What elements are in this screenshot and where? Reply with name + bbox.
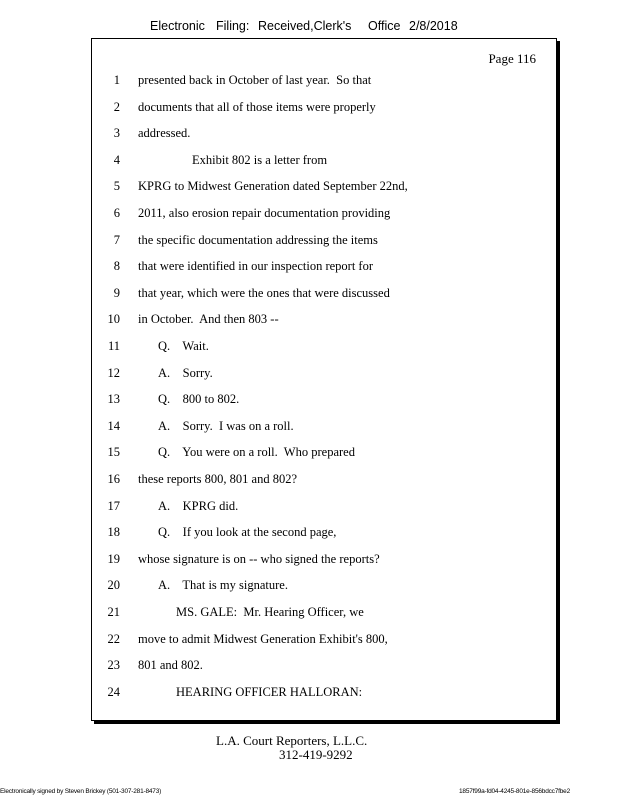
- line-text: presented back in October of last year. So that: [138, 73, 372, 87]
- line-text: Q. If you look at the second page,: [158, 525, 337, 540]
- line-number: 22: [107, 631, 120, 646]
- line-text: addressed.: [138, 126, 191, 141]
- transcript-line: [92, 445, 556, 472]
- line-text: documents that all of those items were properly: [138, 99, 376, 114]
- line-number: 8: [113, 259, 120, 274]
- transcript-line: [92, 552, 556, 579]
- line-number: 13: [107, 392, 120, 407]
- line-number: 3: [113, 126, 120, 141]
- line-number: 18: [107, 525, 120, 540]
- transcript-line: [92, 578, 556, 605]
- transcript-page: [91, 38, 557, 721]
- filing-header: [150, 19, 458, 33]
- line-text: Q. 800 to 802.: [158, 392, 240, 407]
- filing-header-received: Received,Clerk's: [258, 19, 352, 33]
- line-text: Q. Wait.: [158, 339, 209, 353]
- transcript-line: [92, 126, 556, 153]
- transcript-line: [92, 525, 556, 552]
- line-text: these reports 800, 801 and 802?: [138, 472, 297, 486]
- line-text: A. KPRG did.: [158, 498, 239, 513]
- line-number: 16: [107, 472, 120, 486]
- filing-header-office: Office: [368, 19, 401, 33]
- line-text: A. Sorry.: [158, 365, 213, 380]
- line-number: 10: [107, 312, 120, 327]
- line-text: MS. GALE: Mr. Hearing Officer, we: [176, 605, 364, 619]
- line-text: 801 and 802.: [138, 658, 203, 673]
- line-text: 2011, also erosion repair documentation providing: [138, 206, 391, 220]
- line-text: move to admit Midwest Generation Exhibit's 800,: [138, 631, 388, 646]
- transcript-line: [92, 658, 556, 685]
- transcript-line: [92, 339, 556, 366]
- line-number: 24: [107, 684, 120, 699]
- filing-header-date: 2/8/2018: [409, 19, 458, 33]
- transcript-line: [92, 233, 556, 260]
- footer-company: L.A. Court Reporters, L.L.C.: [216, 733, 368, 748]
- line-number: 1: [113, 73, 120, 87]
- line-text: that were identified in our inspection report for: [138, 259, 373, 274]
- line-number: 4: [113, 152, 120, 167]
- line-text: the specific documentation addressing the items: [138, 232, 378, 247]
- line-number: 11: [107, 339, 120, 353]
- transcript-line: [92, 605, 556, 632]
- transcript-line: [92, 73, 556, 100]
- transcript-line: [92, 685, 556, 712]
- line-number: 15: [107, 445, 120, 460]
- line-number: 5: [113, 179, 120, 194]
- line-number: 20: [107, 578, 120, 593]
- line-text: HEARING OFFICER HALLORAN:: [176, 684, 363, 699]
- transcript-line: [92, 366, 556, 393]
- line-text: A. That is my signature.: [158, 578, 288, 593]
- transcript-line: [92, 312, 556, 339]
- line-text: in October. And then 803 --: [138, 312, 279, 327]
- line-number: 23: [107, 658, 120, 673]
- document-id: 1857f99a-fd04-4245-801e-856bdcc7fbe2: [459, 788, 570, 795]
- line-number: 2: [113, 99, 120, 114]
- line-number: 9: [113, 285, 120, 300]
- line-number: 7: [113, 232, 120, 247]
- line-text: whose signature is on -- who signed the reports?: [138, 551, 380, 566]
- filing-header-filing: Filing:: [216, 19, 250, 33]
- transcript-line: [92, 472, 556, 499]
- line-text: A. Sorry. I was on a roll.: [158, 418, 294, 433]
- line-text: Q. You were on a roll. Who prepared: [158, 445, 355, 460]
- transcript-line: [92, 153, 556, 180]
- line-number: 6: [113, 206, 120, 220]
- line-number: 14: [107, 418, 120, 433]
- line-number: 19: [107, 551, 120, 566]
- line-text: that year, which were the ones that were discussed: [138, 285, 390, 300]
- transcript-line: [92, 419, 556, 446]
- transcript-line: [92, 632, 556, 659]
- line-number: 21: [107, 605, 120, 619]
- transcript-line: [92, 259, 556, 286]
- transcript-line: [92, 286, 556, 313]
- line-text: Exhibit 802 is a letter from: [192, 152, 328, 167]
- transcript-line: [92, 392, 556, 419]
- line-text: KPRG to Midwest Generation dated September 22nd,: [138, 179, 408, 194]
- filing-header-electronic: Electronic: [150, 19, 205, 33]
- line-number: 12: [107, 365, 120, 380]
- transcript-line: [92, 100, 556, 127]
- footer-phone: 312-419-9292: [279, 747, 353, 762]
- transcript-line: [92, 499, 556, 526]
- line-number: 17: [107, 498, 120, 513]
- electronic-signature: Electronically signed by Steven Brickey (501-307-281-8473): [0, 788, 162, 795]
- page-number: Page 116: [488, 51, 536, 66]
- transcript-line: [92, 206, 556, 233]
- transcript-line: [92, 179, 556, 206]
